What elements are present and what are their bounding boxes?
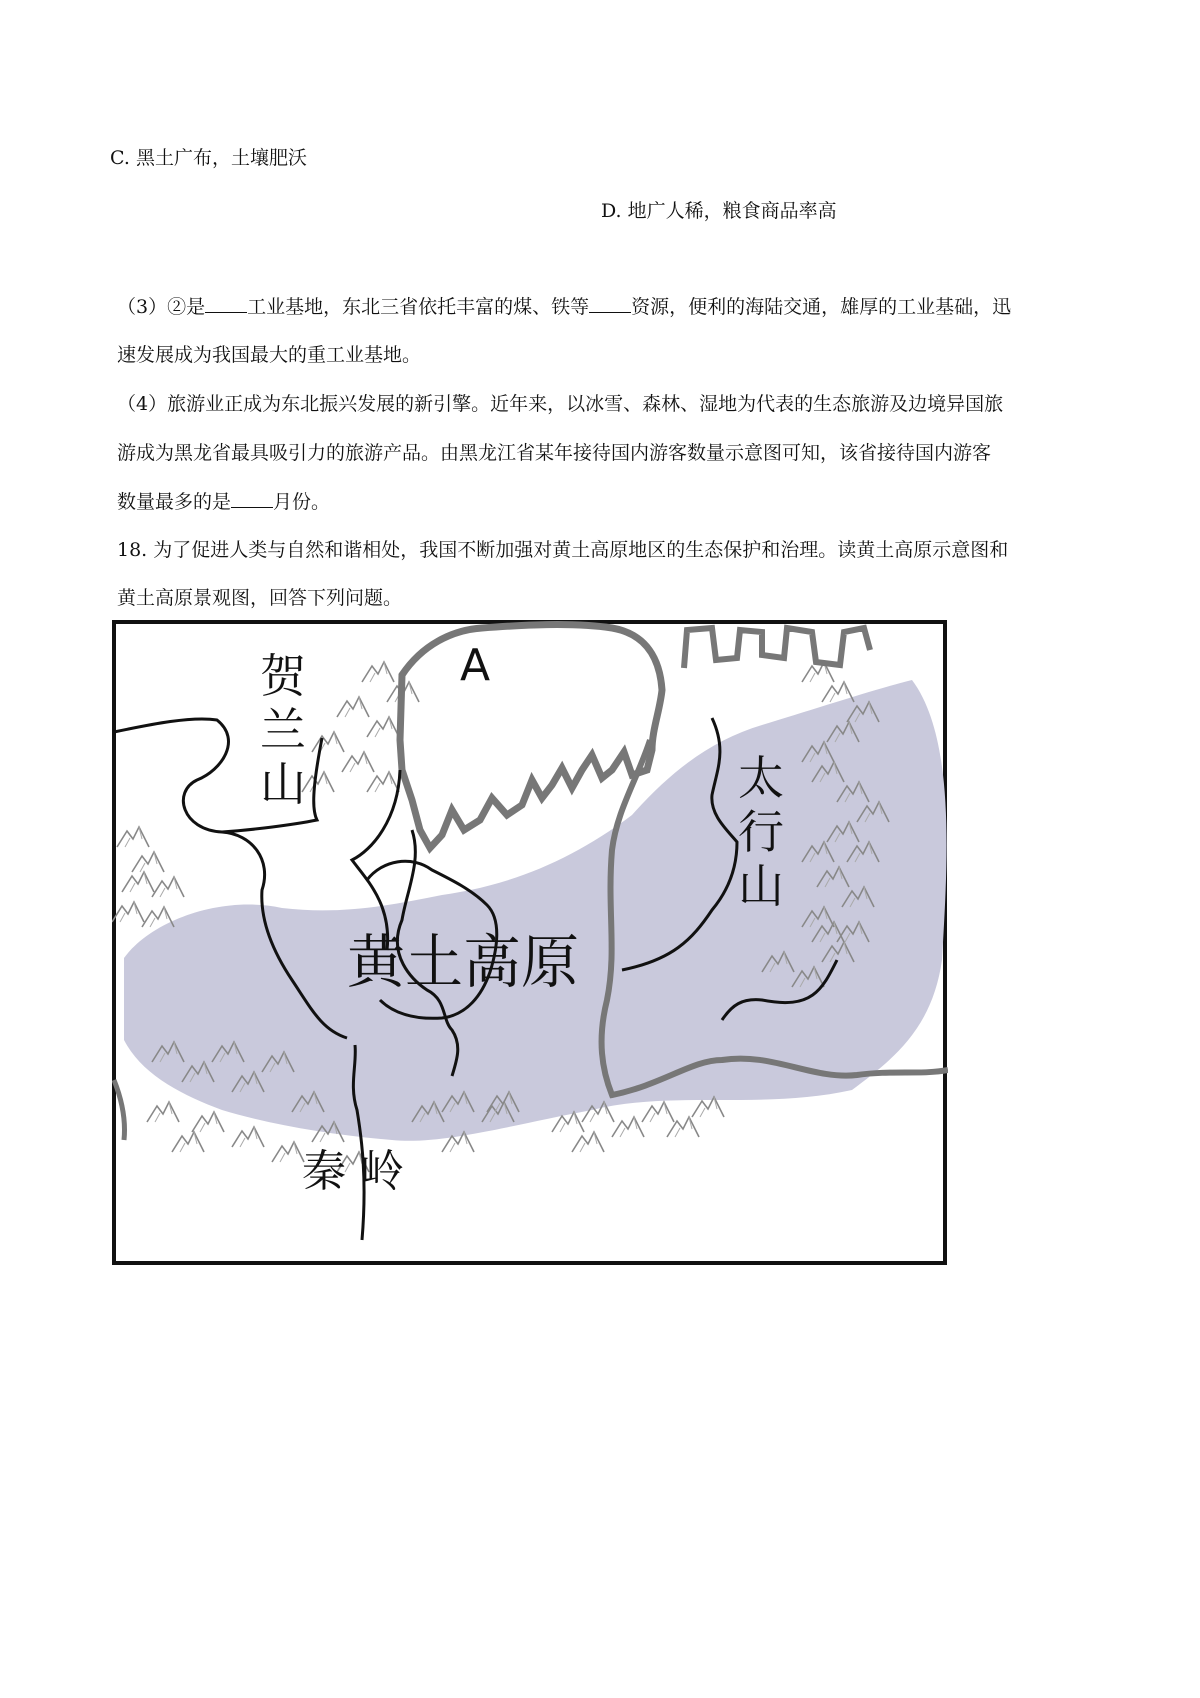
question-4-line-3	[117, 487, 330, 516]
question-4-line-1: （4）旅游业正成为东北振兴发展的新引擎。近年来，以冰雪、森林、湿地为代表的生态旅游及边境异国旅	[117, 393, 1004, 415]
taihang-char-3: 山	[738, 859, 784, 913]
q3-text-3: 资源，便利的海陆交通，雄厚的工业基础，迅	[631, 296, 1012, 318]
loess-plateau-map	[112, 620, 948, 1266]
answer-blank[interactable]	[231, 487, 273, 508]
question-18-line-2: 黄土高原景观图，回答下列问题。	[117, 587, 403, 609]
qinling-label: 秦 岭	[302, 1146, 404, 1197]
question-4-line-2: 游成为黑龙省最具吸引力的旅游产品。由黑龙江省某年接待国内游客数量示意图可知，该省接待国内游客	[117, 442, 992, 464]
option-d: D. 地广人稀，粮食商品率高	[601, 200, 837, 222]
answer-blank[interactable]	[205, 292, 247, 313]
answer-blank[interactable]	[589, 292, 631, 313]
q3-text-1: （3）②是	[117, 296, 206, 318]
q4-text-1: 数量最多的是	[117, 491, 232, 513]
taihang-char-1: 太	[738, 751, 784, 805]
question-3-line-2: 速发展成为我国最大的重工业基地。	[117, 344, 422, 366]
question-18-line-1: 18. 为了促进人类与自然和谐相处，我国不断加强对黄土高原地区的生态保护和治理。读黄土高原示意图和	[117, 539, 1009, 561]
q3-text-2: 工业基地，东北三省依托丰富的煤、铁等	[247, 296, 590, 318]
question-3-line-1	[117, 292, 1011, 321]
helan-char-1: 贺	[260, 649, 306, 703]
q4-text-2: 月份。	[273, 491, 331, 513]
taihang-char-2: 行	[738, 805, 784, 859]
helan-char-3: 山	[260, 757, 306, 811]
helan-char-2: 兰	[260, 703, 306, 757]
option-c: C. 黑土广布，土壤肥沃	[110, 147, 307, 169]
label-a: A	[460, 640, 491, 691]
loess-plateau-label: 黄土高原	[347, 928, 580, 996]
